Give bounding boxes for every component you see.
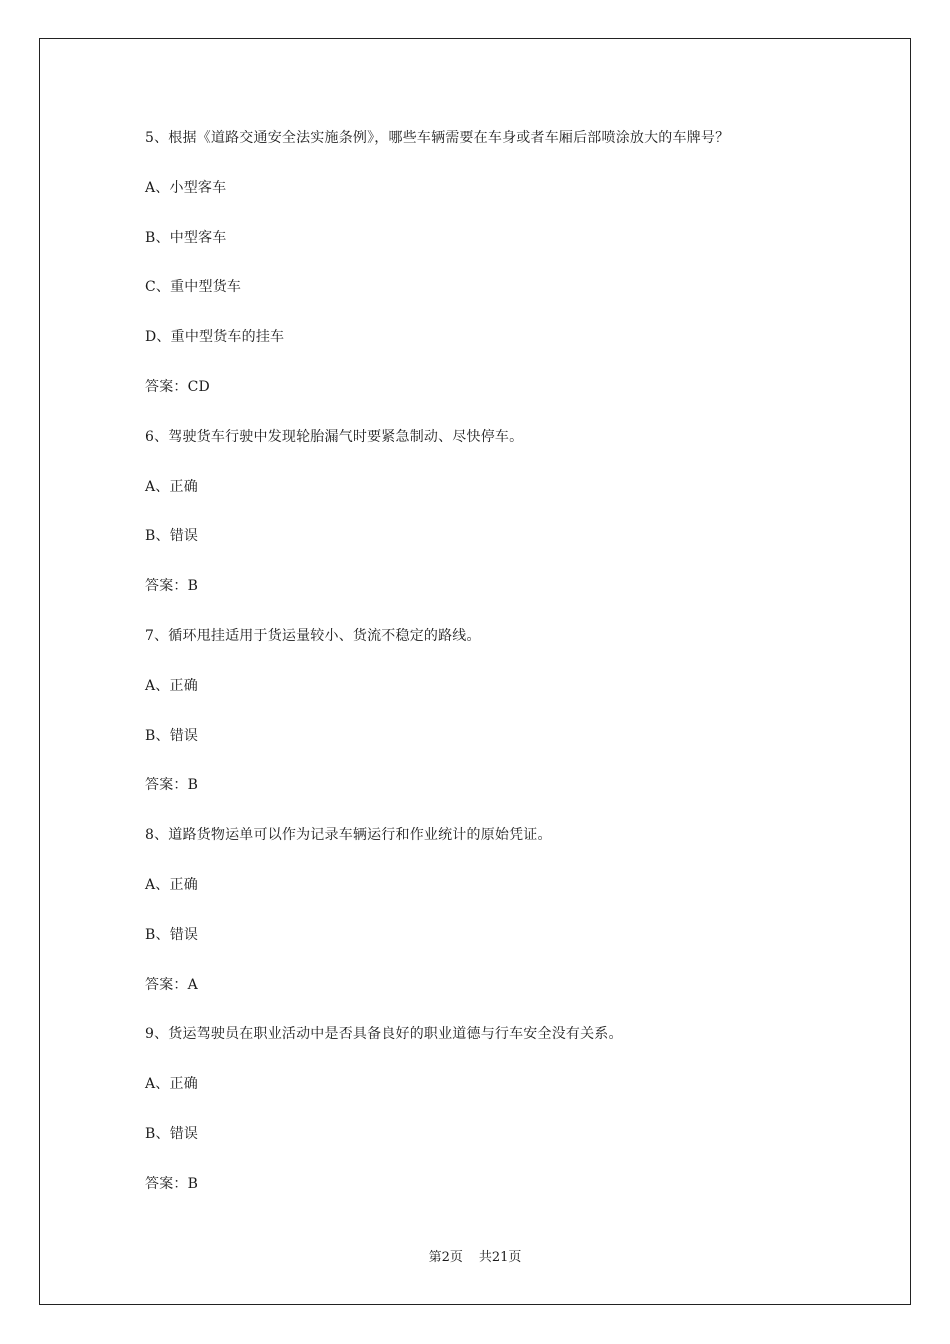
question-list bbox=[145, 128, 865, 1224]
option-a: A、小型客车 bbox=[145, 179, 227, 196]
option-b: B、中型客车 bbox=[145, 229, 227, 246]
option-a: A、正确 bbox=[145, 478, 198, 495]
page-number: 第2页 bbox=[428, 1250, 463, 1265]
question-stem: 8、道路货物运单可以作为记录车辆运行和作业统计的原始凭证。 bbox=[145, 827, 552, 844]
option-a: A、正确 bbox=[145, 677, 198, 694]
question-stem: 7、循环甩挂适用于货运量较小、货流不稳定的路线。 bbox=[145, 627, 481, 644]
page-total: 共21页 bbox=[478, 1250, 522, 1265]
option-b: B、错误 bbox=[145, 1125, 199, 1142]
answer: 答案：A bbox=[145, 976, 198, 993]
option-a: A、正确 bbox=[145, 876, 198, 893]
option-b: B、错误 bbox=[145, 926, 199, 943]
option-b: B、错误 bbox=[145, 528, 199, 545]
question-stem: 9、货运驾驶员在职业活动中是否具备良好的职业道德与行车安全没有关系。 bbox=[145, 1026, 623, 1043]
answer: 答案：B bbox=[145, 1175, 199, 1192]
option-d: D、重中型货车的挂车 bbox=[145, 329, 285, 346]
question-stem: 6、驾驶货车行驶中发现轮胎漏气时要紧急制动、尽快停车。 bbox=[145, 428, 524, 445]
answer: 答案：B bbox=[145, 578, 199, 595]
answer: 答案：CD bbox=[145, 378, 210, 395]
question-stem: 5、根据《道路交通安全法实施条例》，哪些车辆需要在车身或者车厢后部喷涂放大的车牌号？ bbox=[145, 130, 730, 146]
option-a: A、正确 bbox=[145, 1076, 198, 1093]
answer: 答案：B bbox=[145, 777, 199, 794]
option-b: B、错误 bbox=[145, 727, 199, 744]
page-footer bbox=[0, 1249, 950, 1267]
option-c: C、重中型货车 bbox=[145, 279, 242, 296]
